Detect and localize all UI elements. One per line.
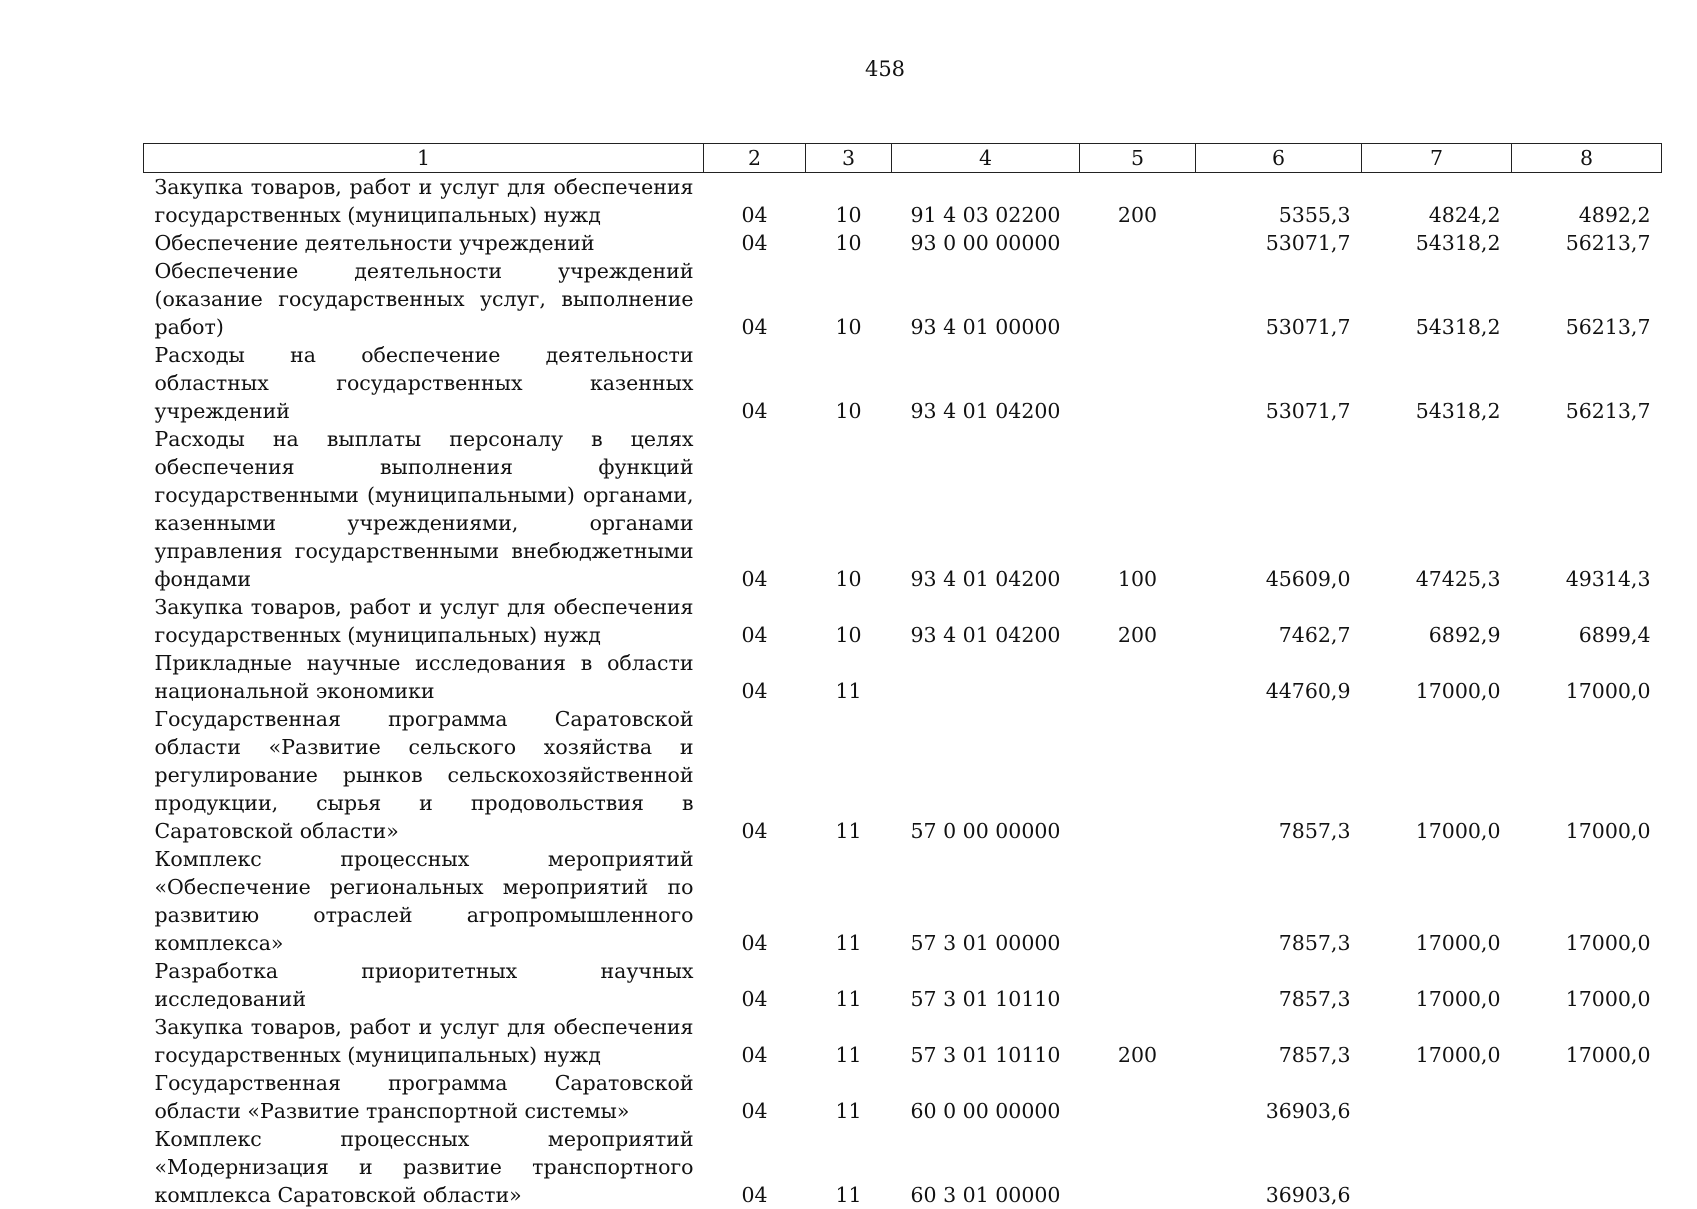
row-section: 04 bbox=[704, 425, 806, 593]
page-number: 458 bbox=[0, 57, 1697, 81]
table-row bbox=[144, 173, 1662, 230]
row-description: Комплекс процессных мероприятий «Модернизация и развитие транспортного комплекса Саратовской области» bbox=[144, 1125, 704, 1209]
table-row bbox=[144, 229, 1662, 257]
row-amount-col-6: 7462,7 bbox=[1196, 593, 1362, 649]
table-row bbox=[144, 1125, 1662, 1209]
row-amount-col-7: 6892,9 bbox=[1362, 593, 1512, 649]
row-expense-type bbox=[1080, 845, 1196, 957]
row-amount-col-7: 54318,2 bbox=[1362, 257, 1512, 341]
row-section: 04 bbox=[704, 229, 806, 257]
table-row bbox=[144, 341, 1662, 425]
row-description: Расходы на обеспечение деятельности областных государственных казенных учреждений bbox=[144, 341, 704, 425]
row-section: 04 bbox=[704, 1069, 806, 1125]
row-expense-type bbox=[1080, 705, 1196, 845]
row-expense-type bbox=[1080, 1069, 1196, 1125]
row-expense-type: 200 bbox=[1080, 1013, 1196, 1069]
row-amount-col-8: 56213,7 bbox=[1512, 229, 1662, 257]
row-subsection: 10 bbox=[806, 341, 892, 425]
row-expense-type: 200 bbox=[1080, 173, 1196, 230]
row-amount-col-6: 7857,3 bbox=[1196, 957, 1362, 1013]
row-target-article: 93 4 01 04200 bbox=[892, 425, 1080, 593]
row-subsection: 10 bbox=[806, 257, 892, 341]
row-amount-col-7: 17000,0 bbox=[1362, 705, 1512, 845]
row-target-article: 57 3 01 10110 bbox=[892, 957, 1080, 1013]
row-target-article: 91 4 03 02200 bbox=[892, 173, 1080, 230]
row-description: Комплекс процессных мероприятий «Обеспечение региональных мероприятий по развитию отраслей агропромышленного комплекса» bbox=[144, 845, 704, 957]
row-expense-type: 100 bbox=[1080, 425, 1196, 593]
row-section: 04 bbox=[704, 593, 806, 649]
row-expense-type bbox=[1080, 229, 1196, 257]
row-amount-col-8: 56213,7 bbox=[1512, 257, 1662, 341]
row-description: Закупка товаров, работ и услуг для обеспечения государственных (муниципальных) нужд bbox=[144, 1013, 704, 1069]
header-col-1: 1 bbox=[144, 144, 704, 173]
row-amount-col-6: 7857,3 bbox=[1196, 1013, 1362, 1069]
row-amount-col-8: 17000,0 bbox=[1512, 649, 1662, 705]
table-row bbox=[144, 1013, 1662, 1069]
row-amount-col-7: 54318,2 bbox=[1362, 229, 1512, 257]
row-section: 04 bbox=[704, 173, 806, 230]
header-col-7: 7 bbox=[1362, 144, 1512, 173]
row-target-article: 93 4 01 00000 bbox=[892, 257, 1080, 341]
row-subsection: 11 bbox=[806, 957, 892, 1013]
row-amount-col-7: 54318,2 bbox=[1362, 341, 1512, 425]
row-subsection: 11 bbox=[806, 649, 892, 705]
row-amount-col-8: 17000,0 bbox=[1512, 1013, 1662, 1069]
row-amount-col-7: 17000,0 bbox=[1362, 1013, 1512, 1069]
header-col-8: 8 bbox=[1512, 144, 1662, 173]
row-amount-col-8: 49314,3 bbox=[1512, 425, 1662, 593]
row-amount-col-7 bbox=[1362, 1125, 1512, 1209]
header-col-5: 5 bbox=[1080, 144, 1196, 173]
row-target-article: 93 4 01 04200 bbox=[892, 593, 1080, 649]
row-subsection: 10 bbox=[806, 229, 892, 257]
row-target-article: 57 3 01 10110 bbox=[892, 1013, 1080, 1069]
row-amount-col-6: 53071,7 bbox=[1196, 257, 1362, 341]
row-section: 04 bbox=[704, 957, 806, 1013]
row-amount-col-8: 6899,4 bbox=[1512, 593, 1662, 649]
row-subsection: 10 bbox=[806, 173, 892, 230]
row-amount-col-6: 7857,3 bbox=[1196, 705, 1362, 845]
table-row bbox=[144, 705, 1662, 845]
header-row bbox=[144, 144, 1662, 173]
row-expense-type: 200 bbox=[1080, 593, 1196, 649]
row-section: 04 bbox=[704, 649, 806, 705]
row-description: Закупка товаров, работ и услуг для обеспечения государственных (муниципальных) нужд bbox=[144, 173, 704, 230]
table-row bbox=[144, 1069, 1662, 1125]
row-subsection: 11 bbox=[806, 705, 892, 845]
row-section: 04 bbox=[704, 257, 806, 341]
row-amount-col-7: 4824,2 bbox=[1362, 173, 1512, 230]
row-amount-col-6: 53071,7 bbox=[1196, 229, 1362, 257]
row-amount-col-8 bbox=[1512, 1069, 1662, 1125]
row-expense-type bbox=[1080, 1125, 1196, 1209]
row-target-article: 57 3 01 00000 bbox=[892, 845, 1080, 957]
row-section: 04 bbox=[704, 341, 806, 425]
row-amount-col-7: 17000,0 bbox=[1362, 845, 1512, 957]
row-expense-type bbox=[1080, 257, 1196, 341]
budget-table bbox=[143, 143, 1662, 1209]
header-col-6: 6 bbox=[1196, 144, 1362, 173]
row-description: Прикладные научные исследования в области национальной экономики bbox=[144, 649, 704, 705]
row-amount-col-8: 56213,7 bbox=[1512, 341, 1662, 425]
row-amount-col-7: 47425,3 bbox=[1362, 425, 1512, 593]
row-amount-col-6: 45609,0 bbox=[1196, 425, 1362, 593]
row-target-article: 93 0 00 00000 bbox=[892, 229, 1080, 257]
row-expense-type bbox=[1080, 341, 1196, 425]
header-col-2: 2 bbox=[704, 144, 806, 173]
row-subsection: 11 bbox=[806, 1013, 892, 1069]
row-amount-col-8: 17000,0 bbox=[1512, 845, 1662, 957]
row-subsection: 11 bbox=[806, 1125, 892, 1209]
row-section: 04 bbox=[704, 705, 806, 845]
row-target-article: 60 0 00 00000 bbox=[892, 1069, 1080, 1125]
row-description: Разработка приоритетных научных исследований bbox=[144, 957, 704, 1013]
row-section: 04 bbox=[704, 1013, 806, 1069]
row-description: Государственная программа Саратовской области «Развитие сельского хозяйства и регулирование рынков сельскохозяйственной продукции, сырья и продовольствия в Саратовской области» bbox=[144, 705, 704, 845]
row-description: Обеспечение деятельности учреждений (оказание государственных услуг, выполнение работ) bbox=[144, 257, 704, 341]
table-row bbox=[144, 845, 1662, 957]
row-amount-col-8: 17000,0 bbox=[1512, 705, 1662, 845]
row-subsection: 10 bbox=[806, 593, 892, 649]
table-header bbox=[144, 144, 1662, 173]
row-amount-col-6: 36903,6 bbox=[1196, 1125, 1362, 1209]
header-col-3: 3 bbox=[806, 144, 892, 173]
row-amount-col-8: 17000,0 bbox=[1512, 957, 1662, 1013]
row-description: Закупка товаров, работ и услуг для обеспечения государственных (муниципальных) нужд bbox=[144, 593, 704, 649]
row-expense-type bbox=[1080, 957, 1196, 1013]
row-amount-col-6: 36903,6 bbox=[1196, 1069, 1362, 1125]
row-description: Расходы на выплаты персоналу в целях обеспечения выполнения функций государственными (муниципальными) органами, казенными учреждениями, органами управления государственными внебюджетными фондами bbox=[144, 425, 704, 593]
row-description: Государственная программа Саратовской области «Развитие транспортной системы» bbox=[144, 1069, 704, 1125]
table-row bbox=[144, 957, 1662, 1013]
row-expense-type bbox=[1080, 649, 1196, 705]
row-subsection: 11 bbox=[806, 1069, 892, 1125]
table-row bbox=[144, 257, 1662, 341]
row-target-article: 57 0 00 00000 bbox=[892, 705, 1080, 845]
row-description: Обеспечение деятельности учреждений bbox=[144, 229, 704, 257]
row-amount-col-8: 4892,2 bbox=[1512, 173, 1662, 230]
table-row bbox=[144, 425, 1662, 593]
row-amount-col-8 bbox=[1512, 1125, 1662, 1209]
row-amount-col-6: 44760,9 bbox=[1196, 649, 1362, 705]
row-subsection: 10 bbox=[806, 425, 892, 593]
header-col-4: 4 bbox=[892, 144, 1080, 173]
row-section: 04 bbox=[704, 845, 806, 957]
row-target-article: 93 4 01 04200 bbox=[892, 341, 1080, 425]
row-section: 04 bbox=[704, 1125, 806, 1209]
row-amount-col-6: 53071,7 bbox=[1196, 341, 1362, 425]
row-amount-col-7: 17000,0 bbox=[1362, 957, 1512, 1013]
row-target-article: 60 3 01 00000 bbox=[892, 1125, 1080, 1209]
table-row bbox=[144, 593, 1662, 649]
row-amount-col-7: 17000,0 bbox=[1362, 649, 1512, 705]
table-row bbox=[144, 649, 1662, 705]
row-subsection: 11 bbox=[806, 845, 892, 957]
row-amount-col-6: 7857,3 bbox=[1196, 845, 1362, 957]
table-body bbox=[144, 173, 1662, 1209]
row-amount-col-7 bbox=[1362, 1069, 1512, 1125]
row-target-article bbox=[892, 649, 1080, 705]
row-amount-col-6: 5355,3 bbox=[1196, 173, 1362, 230]
